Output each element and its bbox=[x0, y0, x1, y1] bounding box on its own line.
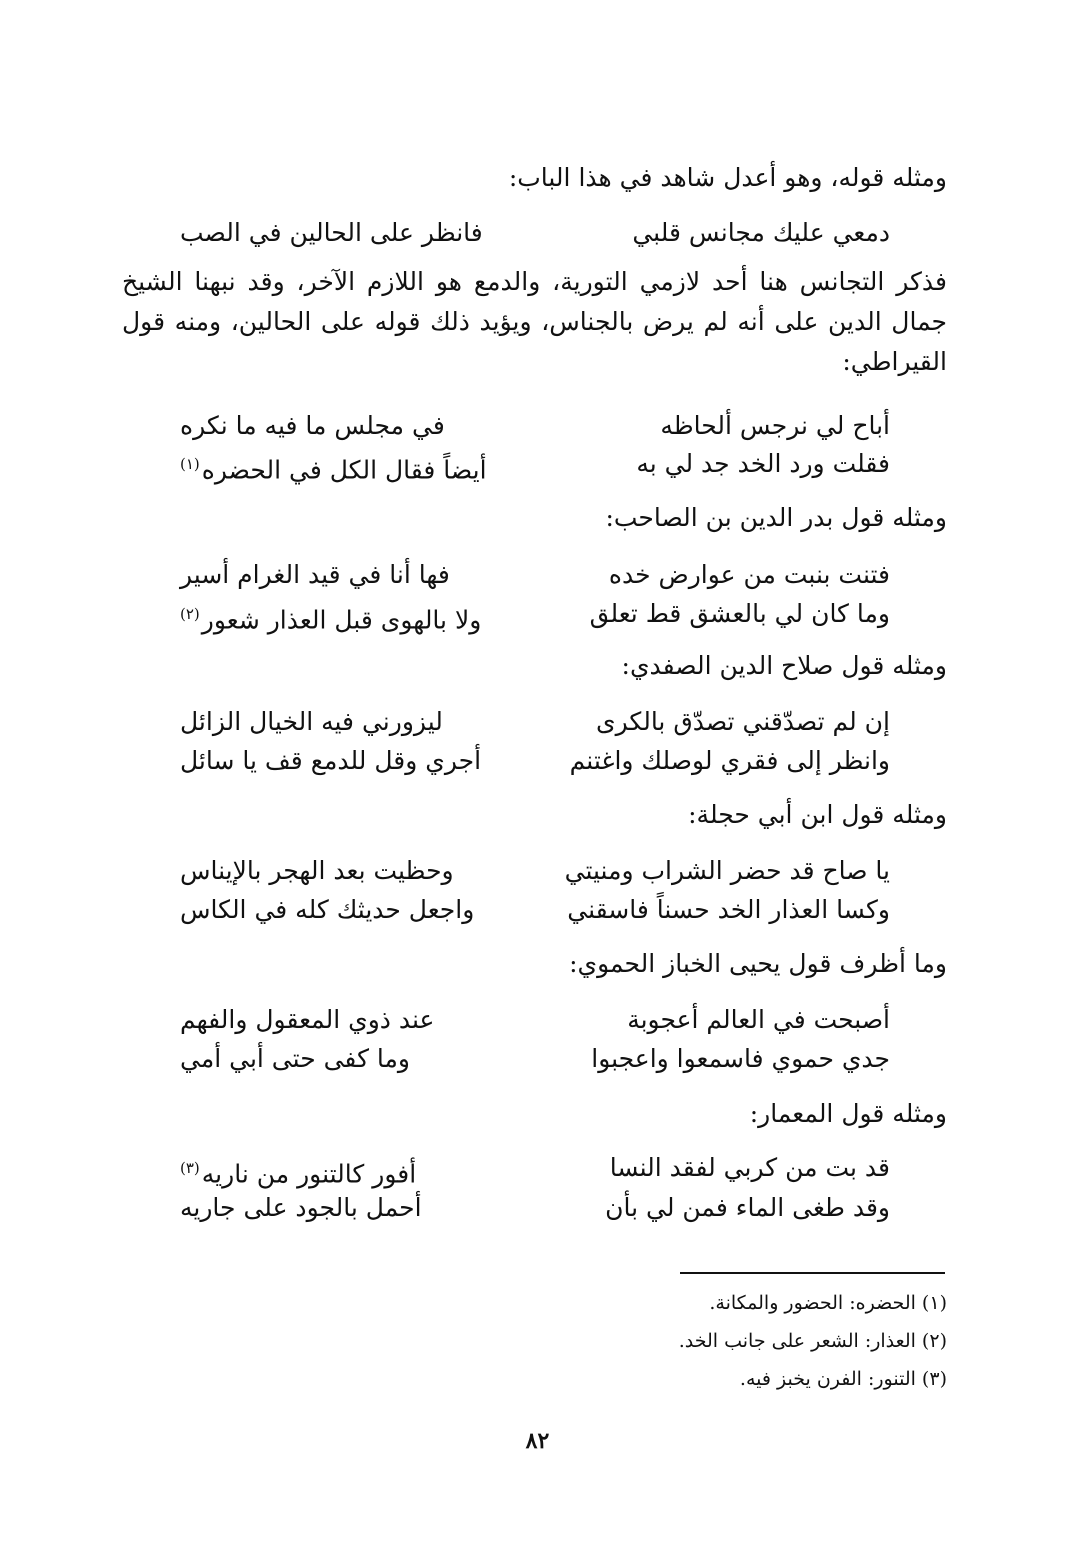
second-hemistich: وما كفى حتى أبي أمي bbox=[180, 1044, 411, 1073]
intro-line: ومثله قول المعمار: bbox=[749, 1099, 947, 1128]
footnote-separator bbox=[680, 1272, 945, 1274]
intro-line: وما أظرف قول يحيى الخباز الحموي: bbox=[569, 949, 947, 978]
intro-line: ومثله قول بدر الدين بن الصاحب: bbox=[605, 503, 947, 532]
verse-line bbox=[180, 1000, 890, 1040]
verse-line bbox=[180, 1188, 890, 1228]
first-hemistich: فقلت ورد الخد جد لي به bbox=[636, 449, 890, 478]
footnote: (٢) العذار: الشعر على جانب الخد. bbox=[678, 1330, 947, 1352]
second-hemistich: ليزورني فيه الخيال الزائل bbox=[180, 707, 443, 736]
intro-line: ومثله قول صلاح الدين الصفدي: bbox=[621, 651, 947, 680]
verse-line bbox=[180, 555, 890, 595]
hemistich-text: أفور كالتنور من ناريه bbox=[201, 1159, 417, 1189]
first-hemistich: أباح لي نرجس ألحاظه bbox=[660, 411, 890, 440]
footnote-marker: (٣) bbox=[180, 1159, 200, 1177]
verse-line bbox=[180, 702, 890, 742]
prose-paragraph: فذكر التجانس هنا أحد لازمي التورية، والدمع هو اللازم الآخر، وقد نبهنا الشيخ جمال الدين على أنه لم يرض بالجناس، ويؤيد ذلك قوله على الحالين، ومنه قول القيراطي: bbox=[122, 267, 947, 376]
second-hemistich: فانظر على الحالين في الصب bbox=[180, 218, 483, 247]
first-hemistich: وانظر إلى فقري لوصلك واغتنم bbox=[569, 746, 890, 775]
second-hemistich: واجعل حديثك كله في الكاس bbox=[180, 895, 475, 924]
verse-line bbox=[180, 594, 890, 634]
first-hemistich: قد بت من كربي لفقد النسا bbox=[609, 1153, 890, 1182]
verse-line bbox=[180, 406, 890, 446]
first-hemistich: وكسا العذار الخد حسناً فاسقني bbox=[567, 895, 890, 924]
second-hemistich: في مجلس ما فيه ما نكره bbox=[180, 411, 445, 440]
first-hemistich: أصبحت في العالم أعجوبة bbox=[627, 1005, 890, 1034]
page-number: ٨٢ bbox=[525, 1428, 550, 1454]
footnote-marker: (١) bbox=[180, 455, 200, 473]
second-hemistich: وحظيت بعد الهجر بالإيناس bbox=[180, 856, 454, 885]
verse-line bbox=[180, 1148, 890, 1188]
first-hemistich: إن لم تصدّقني تصدّق بالكرى bbox=[596, 707, 890, 736]
verse-line bbox=[180, 444, 890, 484]
verse-line bbox=[180, 890, 890, 930]
first-hemistich: وما كان لي بالعشق قط تعلق bbox=[589, 599, 890, 628]
first-hemistich: وقد طغى الماء فمن لي بأن bbox=[605, 1193, 890, 1222]
first-hemistich: فتنت بنبت من عوارض خده bbox=[608, 560, 890, 589]
footnote: (٣) التنور: الفرن يخبز فيه. bbox=[739, 1368, 947, 1390]
first-hemistich: يا صاح قد حضر الشراب ومنيتي bbox=[564, 856, 890, 885]
verse-line bbox=[180, 1039, 890, 1079]
verse-line bbox=[180, 741, 890, 781]
verse-line bbox=[180, 213, 890, 253]
footnotes bbox=[679, 1284, 947, 1398]
hemistich-text: أيضاً فقال الكل في الحضره bbox=[201, 455, 487, 485]
intro-line: ومثله قوله، وهو أعدل شاهد في هذا الباب: bbox=[508, 163, 947, 192]
intro-line: ومثله قول ابن أبي حجلة: bbox=[688, 800, 947, 829]
second-hemistich: أجري وقل للدمع قف يا سائل bbox=[180, 746, 482, 775]
verse-line bbox=[180, 851, 890, 891]
footnote: (١) الحضره: الحضور والمكانة. bbox=[709, 1292, 947, 1314]
second-hemistich: أحمل بالجود على جاريه bbox=[180, 1193, 422, 1222]
second-hemistich bbox=[180, 444, 500, 490]
second-hemistich: فها أنا في قيد الغرام أسير bbox=[180, 560, 450, 589]
footnote-marker: (٢) bbox=[180, 605, 200, 623]
second-hemistich: عند ذوي المعقول والفهم bbox=[180, 1005, 435, 1034]
second-hemistich bbox=[180, 594, 500, 640]
hemistich-text: ولا بالهوى قبل العذار شعور bbox=[201, 605, 482, 635]
first-hemistich: جدي حموي فاسمعوا واعجبوا bbox=[591, 1044, 890, 1073]
first-hemistich: دمعي عليك مجانس قلبي bbox=[632, 218, 890, 247]
